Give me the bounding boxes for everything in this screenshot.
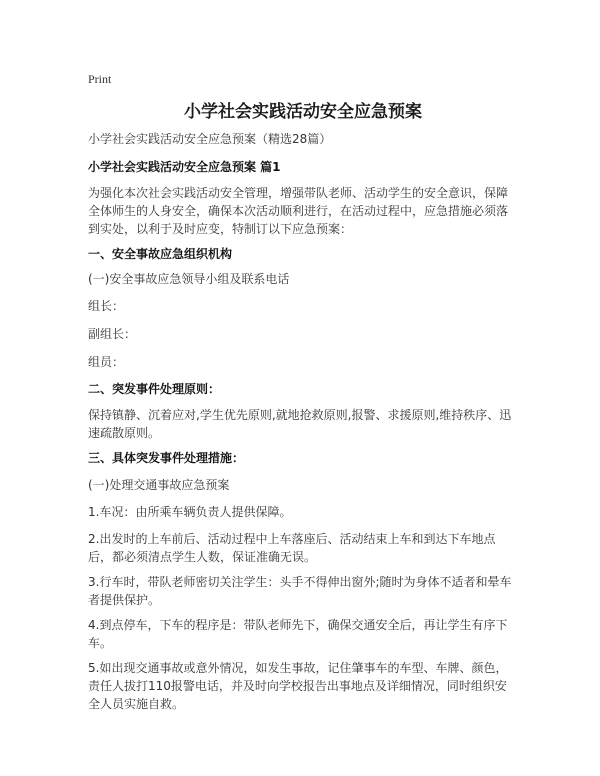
section-title: 小学社会实践活动安全应急预案 篇1 bbox=[88, 160, 281, 174]
traffic-item-2: 2.出发时的上车前后、活动过程中上车落座后、活动结束上车和到达下车地点后，都必须清点学生人数，保证准确无误。 bbox=[88, 532, 496, 564]
subheading-traffic-plan: (一)处理交通事故应急预案 bbox=[88, 478, 230, 492]
deputy-leader-line: 副组长： bbox=[88, 327, 137, 341]
document-title: 小学社会实践活动安全应急预案 bbox=[184, 102, 422, 122]
heading-principles: 二、突发事件处理原则： bbox=[88, 382, 221, 396]
heading-organization: 一、安全事故应急组织机构 bbox=[88, 247, 233, 261]
print-link[interactable]: Print bbox=[88, 72, 112, 86]
subheading-leadership-group: (一)安全事故应急领导小组及联系电话 bbox=[88, 272, 290, 286]
group-leader-line: 组长： bbox=[88, 299, 125, 313]
document-subtitle: 小学社会实践活动安全应急预案（精选28篇） bbox=[88, 132, 332, 146]
traffic-item-1: 1.车况：由所乘车辆负责人提供保障。 bbox=[88, 505, 292, 519]
traffic-item-5: 5.如出现交通事故或意外情况，如发生事故，记住肇事车的车型、车牌、颜色，责任人拔打110报警电话，并及时向学校报告出事地点及详细情况，同时组织安全人员实施自救。 bbox=[88, 661, 508, 711]
traffic-item-4: 4.到点停车，下车的程序是：带队老师先下，确保交通安全后，再让学生有序下车。 bbox=[88, 618, 508, 650]
principles-paragraph: 保持镇静、沉着应对,学生优先原则,就地抢救原则,报警、求援原则,维持秩序、迅速疏散原则。 bbox=[88, 408, 512, 440]
traffic-item-3: 3.行车时，带队老师密切关注学生：头手不得伸出窗外;随时为身体不适者和晕车者提供保护。 bbox=[88, 575, 512, 607]
heading-measures: 三、具体突发事件处理措施： bbox=[88, 451, 245, 465]
intro-paragraph: 为强化本次社会实践活动安全管理，增强带队老师、活动学生的安全意识，保障全体师生的人身安全，确保本次活动顺利进行，在活动过程中，应急措施必须落到实处，以利于及时应变，特制订以下应急预案： bbox=[88, 186, 509, 236]
members-line: 组员： bbox=[88, 355, 125, 369]
